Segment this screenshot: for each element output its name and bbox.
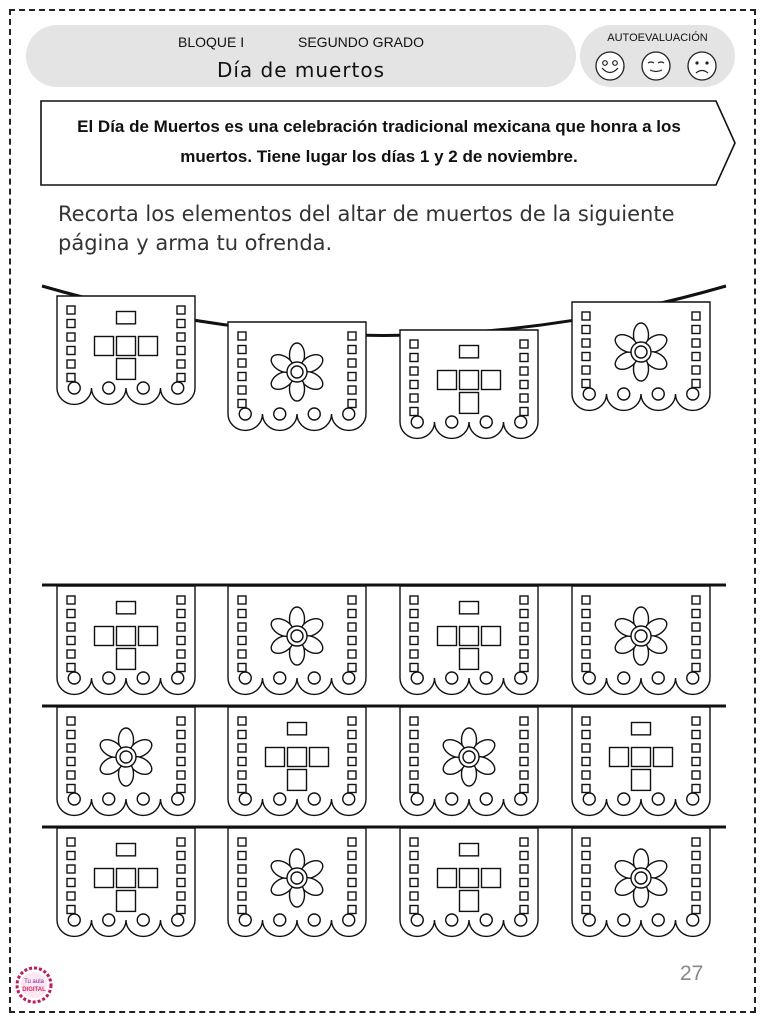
page-number: 27 [680, 962, 704, 985]
hanging-banner-1 [57, 296, 195, 404]
instruction-text: Recorta los elementos del altar de muertos de la siguiente página y arma tu ofrenda. [58, 202, 675, 255]
hanging-banner-4 [572, 302, 710, 410]
logo-text-top: Tu aula [24, 979, 44, 985]
cutout-banner-r1-c4 [572, 586, 710, 694]
intro-text: El Día de Muertos es una celebración tradicional mexicana que honra a los muertos. Tiene lugar los días 1 y 2 de noviembre. [77, 117, 681, 166]
cutout-banner-r3-c4 [572, 828, 710, 936]
cutout-banner-r1-c3 [400, 586, 538, 694]
logo-text-bottom: DIGITAL [22, 987, 46, 993]
hanging-banner-3 [400, 330, 538, 438]
cutout-banner-r3-c2 [228, 828, 366, 936]
block-label: BLOQUE I [178, 34, 245, 50]
cutout-banner-r2-c3 [400, 707, 538, 815]
cutout-banner-r2-c1 [57, 707, 195, 815]
page-title: Día de muertos [216, 58, 386, 82]
self-evaluation-label: AUTOEVALUACIÓN [607, 32, 708, 44]
cutout-banner-r2-c4 [572, 707, 710, 815]
hanging-banner-2 [228, 322, 366, 430]
cutout-banner-r3-c3 [400, 828, 538, 936]
cutout-banner-r1-c2 [228, 586, 366, 694]
cutout-banner-r1-c1 [57, 586, 195, 694]
grade-label: SEGUNDO GRADO [298, 34, 425, 50]
logo [15, 966, 53, 1004]
cutout-banner-r2-c2 [228, 707, 366, 815]
cutout-banner-r3-c1 [57, 828, 195, 936]
